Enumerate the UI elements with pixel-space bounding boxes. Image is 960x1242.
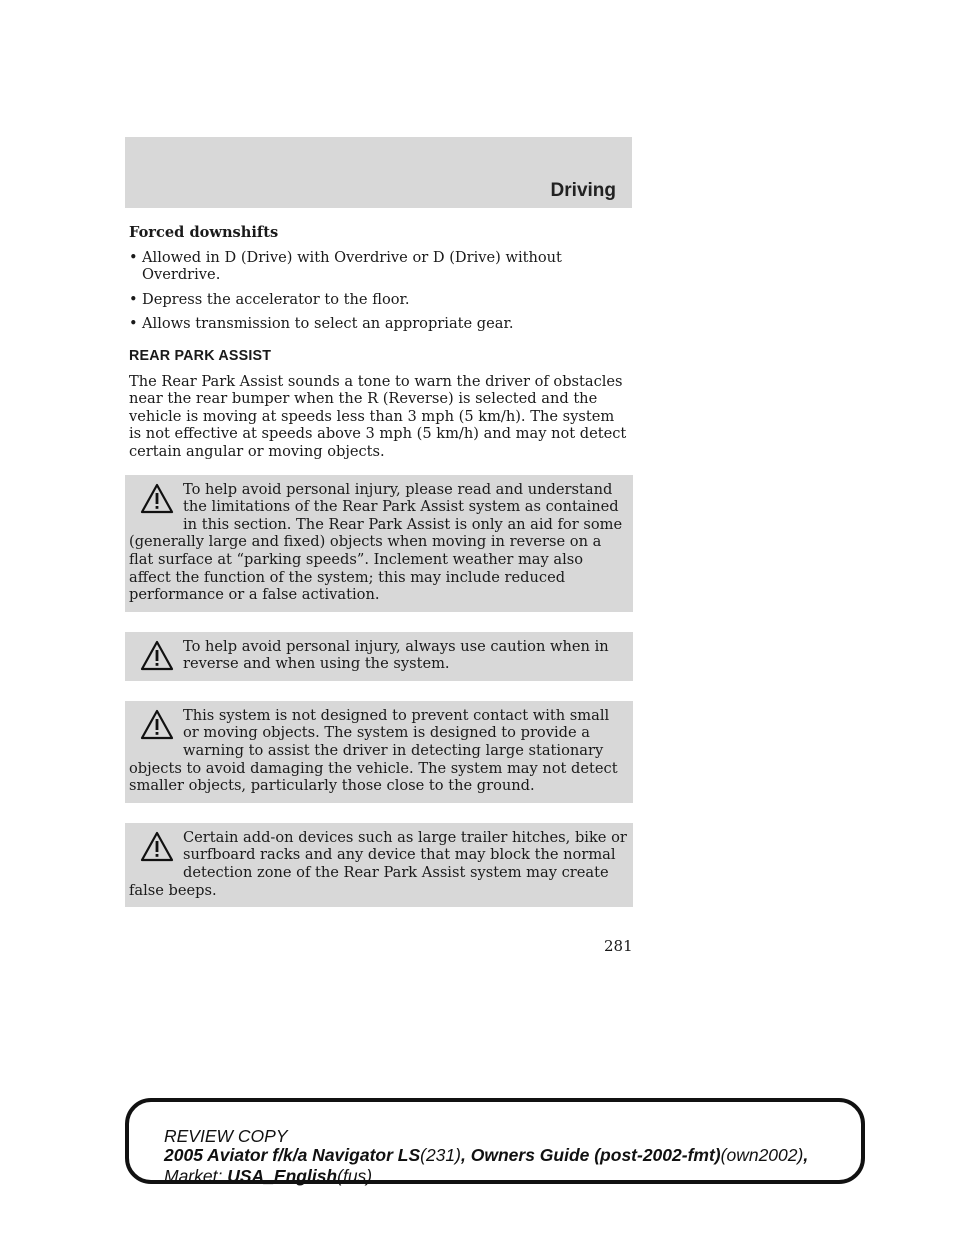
footer-market-code: (fus) (337, 1166, 373, 1186)
warning-text: Certain add-on devices such as large trailer hitches, bike or surfboard racks and any device that may block the normal detection zone of the Rear Park Assist system may create false beeps. (129, 828, 627, 899)
warning-text: To help avoid personal injury, always use caution when in reverse and when using the system. (183, 637, 609, 673)
footer-separator: , (460, 1145, 466, 1165)
rear-park-assist-heading: REAR PARK ASSIST (129, 347, 272, 364)
footer-market-line (164, 1166, 372, 1187)
footer-guide: Owners Guide (post-2002-fmt) (470, 1145, 721, 1165)
footer-review-copy: REVIEW COPY (164, 1126, 288, 1146)
warning-text: To help avoid personal injury, please read and understand the limitations of the Rear Park Assist system as contained in this section. The Rear Park Assist is only an aid for some (generally large and fixed) objects when moving in reverse on a flat surface at “parking speeds”. Inclement weather may also affect the function of the system; this may include reduced performance or a false activation. (129, 480, 623, 604)
rear-park-assist-paragraph: The Rear Park Assist sounds a tone to warn the driver of obstacles near the rear bumper when the R (Reverse) is selected and the vehicle is moving at speeds less than 3 mph (5 km/h). The system is not effective at speeds above 3 mph (5 km/h) and may not detect certain angular or moving objects. (129, 372, 627, 460)
warning-box (125, 823, 633, 907)
list-item: • Depress the accelerator to the floor. (129, 290, 410, 308)
section-header (125, 137, 632, 208)
bullet-icon: • (129, 315, 138, 333)
footer-guide-line (164, 1145, 808, 1166)
warning-triangle-icon (139, 638, 175, 674)
footer-separator: , (803, 1145, 809, 1165)
warning-box (125, 475, 633, 612)
forced-downshifts-title: Forced downshifts (129, 224, 279, 241)
bullet-icon: • (129, 290, 138, 308)
footer-market-label: Market: (164, 1166, 223, 1186)
page-number: 281 (604, 937, 633, 955)
warning-box (125, 701, 633, 803)
footer-model-code: (231) (420, 1145, 461, 1165)
warning-triangle-icon (139, 481, 175, 517)
warning-triangle-icon (139, 707, 175, 743)
warning-text: This system is not designed to prevent contact with small or moving objects. The system is designed to provide a warning to assist the driver in detecting large stationary objects to avoid damaging the vehicle. The system may not detect smaller objects, particularly those close to the ground. (129, 706, 618, 795)
section-title: Driving (550, 180, 616, 201)
list-item: • Allows transmission to select an appropriate gear. (129, 315, 514, 333)
footer-model: 2005 Aviator f/k/a Navigator LS (164, 1145, 421, 1165)
footer-market: USA_English (227, 1166, 338, 1186)
page-content (129, 224, 629, 927)
warning-box (125, 632, 633, 681)
bullet-icon: • (129, 248, 138, 266)
list-item: • Allowed in D (Drive) with Overdrive or D (Drive) without Overdrive. (129, 248, 562, 284)
warning-triangle-icon (139, 829, 175, 865)
footer-guide-code: (own2002) (720, 1145, 804, 1165)
